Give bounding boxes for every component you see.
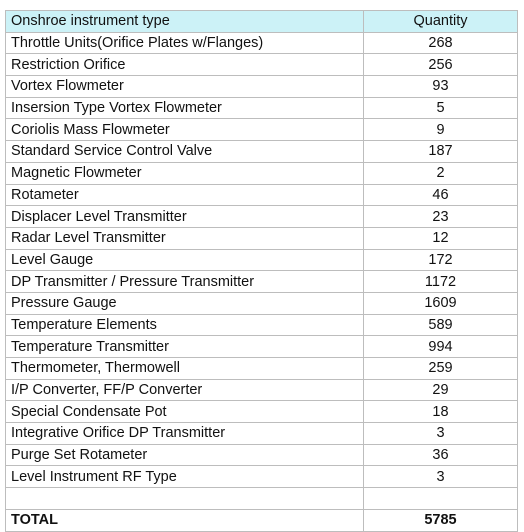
quantity-cell: 46 [364,184,518,206]
table-row [6,76,518,98]
instrument-type-cell: Purge Set Rotameter [6,444,364,466]
table-header-row [6,11,518,33]
quantity-cell: 589 [364,314,518,336]
instrument-type-cell: Coriolis Mass Flowmeter [6,119,364,141]
table-row [6,184,518,206]
header-instrument-type: Onshroe instrument type [6,11,364,33]
table-row [6,162,518,184]
quantity-cell: 268 [364,32,518,54]
quantity-cell: 1609 [364,292,518,314]
table-row [6,97,518,119]
quantity-cell: 256 [364,54,518,76]
quantity-cell: 5 [364,97,518,119]
instrument-type-cell: Temperature Transmitter [6,336,364,358]
total-row [6,509,518,531]
instrument-type-cell: Displacer Level Transmitter [6,206,364,228]
quantity-cell: 2 [364,162,518,184]
table-row [6,401,518,423]
table-row [6,358,518,380]
quantity-cell: 93 [364,76,518,98]
instrument-type-cell: Throttle Units(Orifice Plates w/Flanges) [6,32,364,54]
table-row [6,54,518,76]
quantity-cell: 259 [364,358,518,380]
table-row [6,249,518,271]
blank-cell [6,488,364,510]
table-row [6,141,518,163]
quantity-cell: 29 [364,379,518,401]
quantity-cell: 994 [364,336,518,358]
quantity-cell: 36 [364,444,518,466]
instrument-type-cell: Restriction Orifice [6,54,364,76]
quantity-cell: 9 [364,119,518,141]
quantity-cell: 1172 [364,271,518,293]
quantity-cell: 187 [364,141,518,163]
quantity-cell: 23 [364,206,518,228]
instrument-type-cell: Special Condensate Pot [6,401,364,423]
table-row [6,466,518,488]
quantity-cell: 12 [364,227,518,249]
table-row [6,227,518,249]
instrument-type-cell: DP Transmitter / Pressure Transmitter [6,271,364,293]
instrument-quantity-table [5,10,518,532]
table-row [6,314,518,336]
instrument-type-cell: Insersion Type Vortex Flowmeter [6,97,364,119]
instrument-type-cell: Vortex Flowmeter [6,76,364,98]
table-body [6,11,518,532]
table-row [6,271,518,293]
instrument-type-cell: Magnetic Flowmeter [6,162,364,184]
total-label: TOTAL [6,509,364,531]
instrument-type-cell: Standard Service Control Valve [6,141,364,163]
instrument-type-cell: Rotameter [6,184,364,206]
blank-row [6,488,518,510]
table-row [6,444,518,466]
table-row [6,292,518,314]
instrument-type-cell: Pressure Gauge [6,292,364,314]
total-value: 5785 [364,509,518,531]
header-quantity: Quantity [364,11,518,33]
table-row [6,119,518,141]
instrument-type-cell: Level Instrument RF Type [6,466,364,488]
quantity-cell: 172 [364,249,518,271]
blank-cell [364,488,518,510]
table-row [6,379,518,401]
table-row [6,32,518,54]
table-row [6,206,518,228]
instrument-type-cell: I/P Converter, FF/P Converter [6,379,364,401]
quantity-cell: 18 [364,401,518,423]
instrument-type-cell: Thermometer, Thermowell [6,358,364,380]
table-row [6,423,518,445]
instrument-type-cell: Level Gauge [6,249,364,271]
quantity-cell: 3 [364,466,518,488]
instrument-type-cell: Integrative Orifice DP Transmitter [6,423,364,445]
table-row [6,336,518,358]
instrument-type-cell: Radar Level Transmitter [6,227,364,249]
instrument-type-cell: Temperature Elements [6,314,364,336]
quantity-cell: 3 [364,423,518,445]
